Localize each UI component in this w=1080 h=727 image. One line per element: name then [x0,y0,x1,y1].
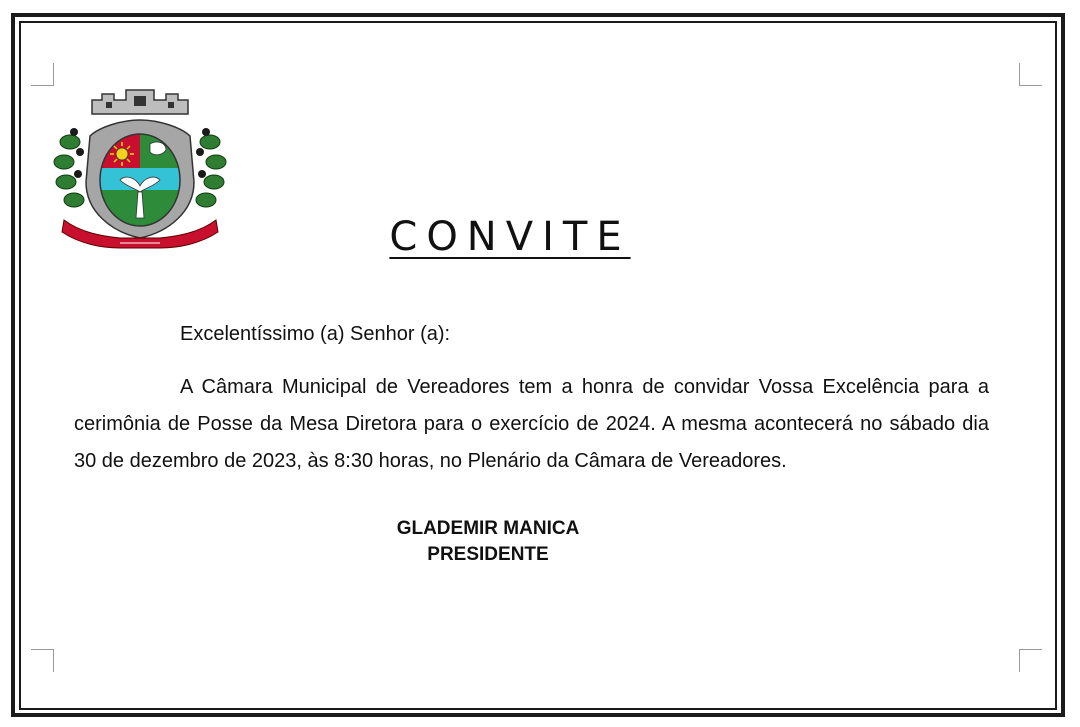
crop-mark-bottom-left [31,649,54,672]
signer-name: GLADEMIR MANICA [396,518,580,539]
signature-block [340,516,636,568]
crop-mark-bottom-right [1019,649,1042,672]
crop-mark-top-right [1019,63,1042,86]
invitation-body: A Câmara Municipal de Vereadores tem a honra de convidar Vossa Excelência para a cerimônia de Posse da Mesa Diretora para o exercício de 2024. A mesma acontecerá no sábado dia 30 de dezembro de 2023, às 8:30 horas, no Plenário da Câmara de Vereadores. [74,376,989,472]
greeting: Excelentíssimo (a) Senhor (a): [180,323,451,345]
signer-role: PRESIDENTE [427,544,549,565]
document-title-text: CONVITE [389,214,631,260]
document-title [330,214,690,260]
municipal-coat-of-arms-icon [50,82,230,254]
